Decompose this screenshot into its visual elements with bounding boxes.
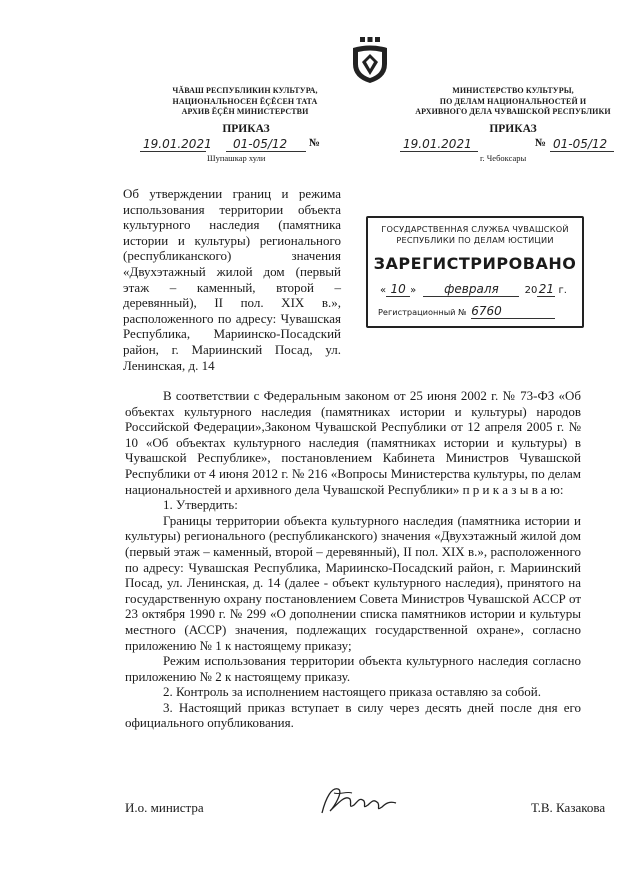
stamp-reg-value: 6760	[471, 304, 555, 319]
order-body	[125, 388, 581, 731]
stamp-day: 10	[386, 282, 410, 297]
body-item-1: 1. Утвердить:	[163, 497, 238, 513]
body-item-2: 2. Контроль за исполнением настоящего приказа оставляю за собой.	[163, 684, 541, 700]
left-number-sign: №	[309, 137, 321, 149]
stamp-quote-close: »	[410, 285, 417, 296]
left-city: Шупашкар хули	[207, 153, 266, 163]
right-org-name	[395, 86, 631, 118]
body-item-1-text: Границы территории объекта культурного наследия (памятника истории и культуры) регионального (республиканского) значения «Двухэтажный жилой дом (первый этаж – каменный, второй – деревянный), II пол. XIX в.», расположенного по адресу: Чувашская Республика, Мариинско-Посадский район, г. Мариинский Посад, ул. Ленинская, д. 14 (далее - объект культурного наследия), принятого на государственную охрану постановлением Совета Министров Чувашской АССР от 23 октября 1990 г. № 299 «О дополнении списка памятников истории и культуры местного (АССР) значения, подлежащих государственной охране», согласно приложению № 1 к настоящему приказу;	[125, 512, 582, 653]
stamp-reg-label: Регистрационный №	[378, 307, 467, 317]
right-date: 19.01.2021	[403, 137, 472, 151]
left-date: 19.01.2021	[143, 137, 212, 151]
right-number-sign: №	[535, 137, 547, 149]
right-org-line: ПО ДЕЛАМ НАЦИОНАЛЬНОСТЕЙ И	[439, 96, 587, 106]
right-city: г. Чебоксары	[480, 153, 527, 163]
right-org-line: МИНИСТЕРСТВО КУЛЬТУРЫ,	[452, 86, 574, 95]
right-number-underline	[550, 151, 614, 152]
stamp-year-prefix: 20	[524, 285, 538, 296]
left-date-underline	[140, 151, 206, 152]
stamp-month: февраля	[423, 282, 519, 297]
signer-name: Т.В. Казакова	[531, 800, 606, 815]
body-intro: В соответствии с Федеральным законом от 25 июня 2002 г. № 73-ФЗ «Об объектах культурного наследия (памятниках истории и культуры) народов Российской Федерации»,Законом Чувашской Республики от 12 апреля 2005 г. № 10 «Об объектах культурного наследия (памятниках истории и культуры) в Чувашской Республике», постановлением Кабинета Министров Чувашской Республики от 4 июня 2012 г. № 216 «Вопросы Министерства культуры, по делам национальностей и архивного дела Чувашской Республики» п р и к а з ы в а ю:	[125, 388, 581, 497]
stamp-registered: ЗАРЕГИСТРИРОВАНО	[373, 254, 577, 273]
body-item-3: 3. Настоящий приказ вступает в силу через десять дней после дня его официального опубликования.	[125, 699, 581, 731]
left-org-line: НАЦИОНАЛЬНОСЕН ĔÇĔСЕН ТАТА	[172, 96, 318, 106]
stamp-date	[380, 282, 567, 297]
left-number: 01-05/12	[233, 137, 288, 151]
signer-position: И.о. министра	[125, 800, 204, 815]
left-org-name	[140, 86, 350, 118]
stamp-line-1: ГОСУДАРСТВЕННАЯ СЛУЖБА ЧУВАШСКОЙ	[381, 224, 569, 234]
stamp-quote-open: «	[380, 285, 387, 296]
right-number: 01-05/12	[553, 137, 608, 151]
stamp-line-2: РЕСПУБЛИКИ ПО ДЕЛАМ ЮСТИЦИИ	[396, 235, 554, 245]
right-order-word: ПРИКАЗ	[489, 123, 537, 135]
right-date-underline	[400, 151, 478, 152]
body-item-1-regime: Режим использования территории объекта культурного наследия согласно приложению № 2 к настоящему приказу.	[125, 653, 581, 684]
left-number-underline	[226, 151, 306, 152]
stamp-reg-number	[378, 304, 555, 319]
registration-stamp	[366, 216, 584, 328]
order-title: Об утверждении границ и режима использования территории объекта культурного наследия (памятника истории и культуры) регионального (республиканского) значения «Двухэтажный жилой дом (первый этаж – каменный, второй – деревянный), II пол. XIX в.», расположенного по адресу: Чувашская Республика, Мариинско-Посадский район, г. Мариинский Посад, ул. Ленинская, д. 14	[123, 186, 341, 373]
stamp-year-suffix: 21	[538, 282, 554, 296]
left-order-word: ПРИКАЗ	[222, 123, 270, 135]
left-org-line: АРХИВ ĔÇĔН МИНИСТЕРСТВИ	[181, 107, 309, 116]
left-org-line: ЧĂВАШ РЕСПУБЛИКИН КУЛЬТУРА,	[172, 86, 318, 95]
right-org-line: АРХИВНОГО ДЕЛА ЧУВАШСКОЙ РЕСПУБЛИКИ	[415, 107, 611, 116]
stamp-year-unit: г.	[558, 285, 567, 296]
chuvash-coat-of-arms-icon	[349, 36, 391, 84]
handwritten-signature-icon	[316, 783, 400, 819]
